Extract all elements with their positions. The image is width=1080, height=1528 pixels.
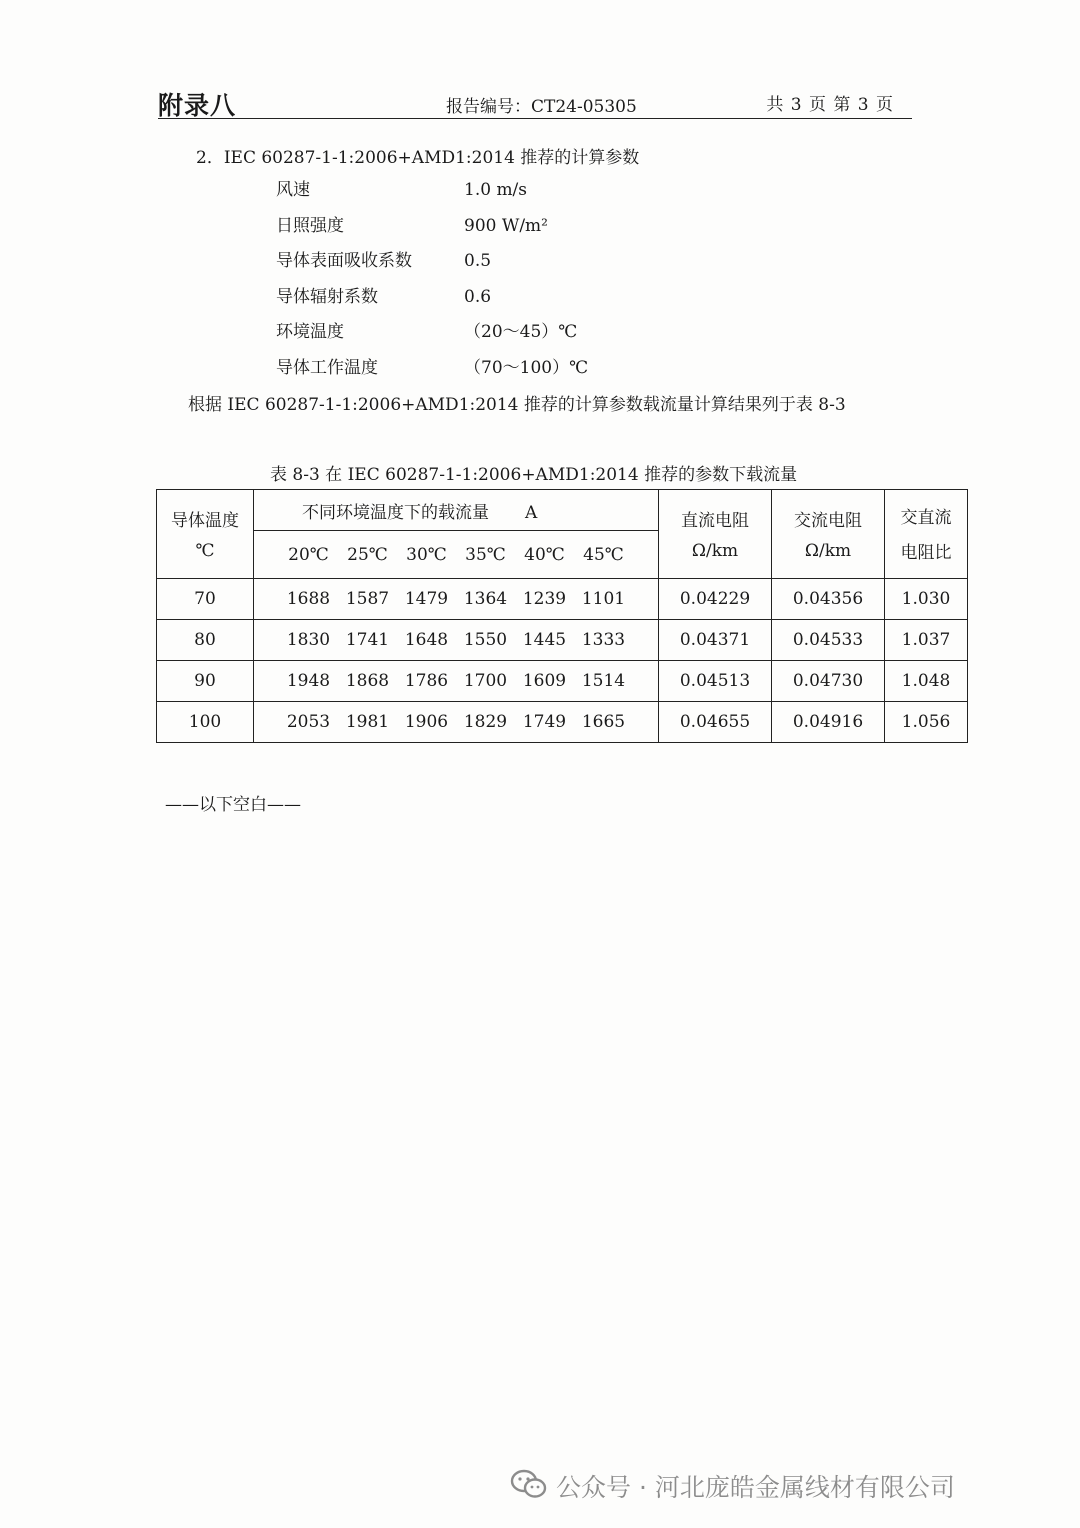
section-title: 2．IEC 60287-1-1:2006+AMD1:2014 推荐的计算参数 [196, 148, 640, 168]
appendix-title: 附录八 [158, 91, 237, 120]
ampacity-value: 1868 [345, 671, 390, 691]
param-label: 导体表面吸收系数 [276, 251, 412, 272]
header-label: 导体温度 [171, 510, 239, 531]
report-number: 报告编号：CT24-05305 [446, 97, 637, 117]
blank-below-note: ——以下空白—— [165, 795, 301, 815]
result-description: 根据 IEC 60287-1-1:2006+AMD1:2014 推荐的计算参数载流量计算结果列于表 8-3 [188, 395, 846, 415]
header-label: 电阻比 [900, 543, 952, 563]
ampacity-value: 1829 [463, 712, 508, 732]
header-unit: A [525, 502, 538, 523]
header-conductor-temp [157, 490, 254, 579]
row-ratio: 1.037 [885, 620, 968, 661]
ampacity-value: 1587 [345, 589, 390, 609]
ampacity-value: 1364 [463, 589, 508, 609]
ampacity-value: 1906 [404, 712, 449, 732]
row-dc-resistance: 0.04513 [659, 661, 772, 702]
param-value: 1.0 m/s [464, 180, 528, 200]
ampacity-value: 1333 [581, 630, 626, 650]
ambient-temp: 30℃ [406, 544, 447, 565]
ampacity-value: 2053 [286, 712, 331, 732]
header-unit: ℃ [195, 540, 215, 561]
param-value: 900 W/m² [464, 215, 548, 236]
header-unit: Ω/km [804, 540, 852, 561]
ampacity-value: 1479 [404, 589, 449, 609]
header-ac-resistance [772, 490, 885, 579]
param-label: 导体工作温度 [276, 357, 378, 378]
row-conductor-temp: 90 [157, 661, 254, 702]
row-ac-resistance: 0.04533 [772, 620, 885, 661]
watermark [510, 1466, 1050, 1506]
row-ac-resistance: 0.04916 [772, 702, 885, 743]
header-label: 不同环境温度下的载流量 [302, 502, 489, 523]
ampacity-table [156, 489, 968, 743]
ampacity-value: 1648 [404, 630, 449, 650]
param-value: 0.6 [464, 286, 492, 307]
row-ampacity-values [254, 661, 659, 702]
param-value: （20～45）℃ [464, 322, 578, 343]
param-label: 风速 [276, 180, 310, 200]
row-ratio: 1.056 [885, 702, 968, 743]
header-dc-resistance [659, 490, 772, 579]
row-dc-resistance: 0.04229 [659, 579, 772, 620]
ambient-temp: 45℃ [583, 544, 624, 565]
row-ac-resistance: 0.04356 [772, 579, 885, 620]
param-value: （70～100）℃ [464, 357, 589, 378]
row-dc-resistance: 0.04655 [659, 702, 772, 743]
ampacity-value: 1981 [345, 712, 390, 732]
ampacity-value: 1101 [581, 589, 626, 609]
ampacity-value: 1786 [404, 671, 449, 691]
ampacity-value: 1239 [522, 589, 567, 609]
table-row [157, 661, 968, 702]
param-value: 0.5 [464, 251, 492, 272]
ambient-temp: 35℃ [465, 544, 506, 565]
row-conductor-temp: 70 [157, 579, 254, 620]
ampacity-value: 1550 [463, 630, 508, 650]
ampacity-value: 1830 [286, 630, 331, 650]
row-ac-resistance: 0.04730 [772, 661, 885, 702]
row-ratio: 1.030 [885, 579, 968, 620]
page-header [158, 86, 912, 119]
header-label: 交流电阻 [794, 510, 862, 531]
header-unit: Ω/km [691, 540, 739, 561]
ambient-temp: 25℃ [347, 544, 388, 565]
ampacity-value: 1749 [522, 712, 567, 732]
ampacity-value: 1688 [286, 589, 331, 609]
ampacity-value: 1948 [286, 671, 331, 691]
ampacity-value: 1665 [581, 712, 626, 732]
param-label: 环境温度 [276, 322, 344, 343]
watermark-text: 公众号 · 河北庞皓金属线材有限公司 [556, 1473, 955, 1502]
table-row [157, 620, 968, 661]
ampacity-value: 1741 [345, 630, 390, 650]
param-label: 导体辐射系数 [276, 286, 378, 307]
row-dc-resistance: 0.04371 [659, 620, 772, 661]
row-ampacity-values [254, 579, 659, 620]
ampacity-value: 1700 [463, 671, 508, 691]
ambient-temp: 40℃ [524, 544, 565, 565]
row-ampacity-values [254, 702, 659, 743]
row-conductor-temp: 100 [157, 702, 254, 743]
header-label: 交直流 [900, 508, 952, 528]
row-conductor-temp: 80 [157, 620, 254, 661]
header-ratio [885, 490, 968, 579]
table-row [157, 702, 968, 743]
ambient-temp: 20℃ [288, 544, 329, 565]
ambient-temp-header [254, 531, 659, 579]
header-ampacity [254, 490, 659, 531]
row-ampacity-values [254, 620, 659, 661]
ampacity-value: 1609 [522, 671, 567, 691]
page-info: 共 3 页 第 3 页 [766, 95, 894, 115]
param-label: 日照强度 [276, 215, 344, 236]
ampacity-value: 1514 [581, 671, 626, 691]
row-ratio: 1.048 [885, 661, 968, 702]
header-label: 直流电阻 [681, 510, 749, 531]
table-row [157, 579, 968, 620]
ampacity-value: 1445 [522, 630, 567, 650]
table-caption: 表 8-3 在 IEC 60287-1-1:2006+AMD1:2014 推荐的参数下载流量 [270, 465, 798, 485]
wechat-icon [510, 1468, 548, 1508]
